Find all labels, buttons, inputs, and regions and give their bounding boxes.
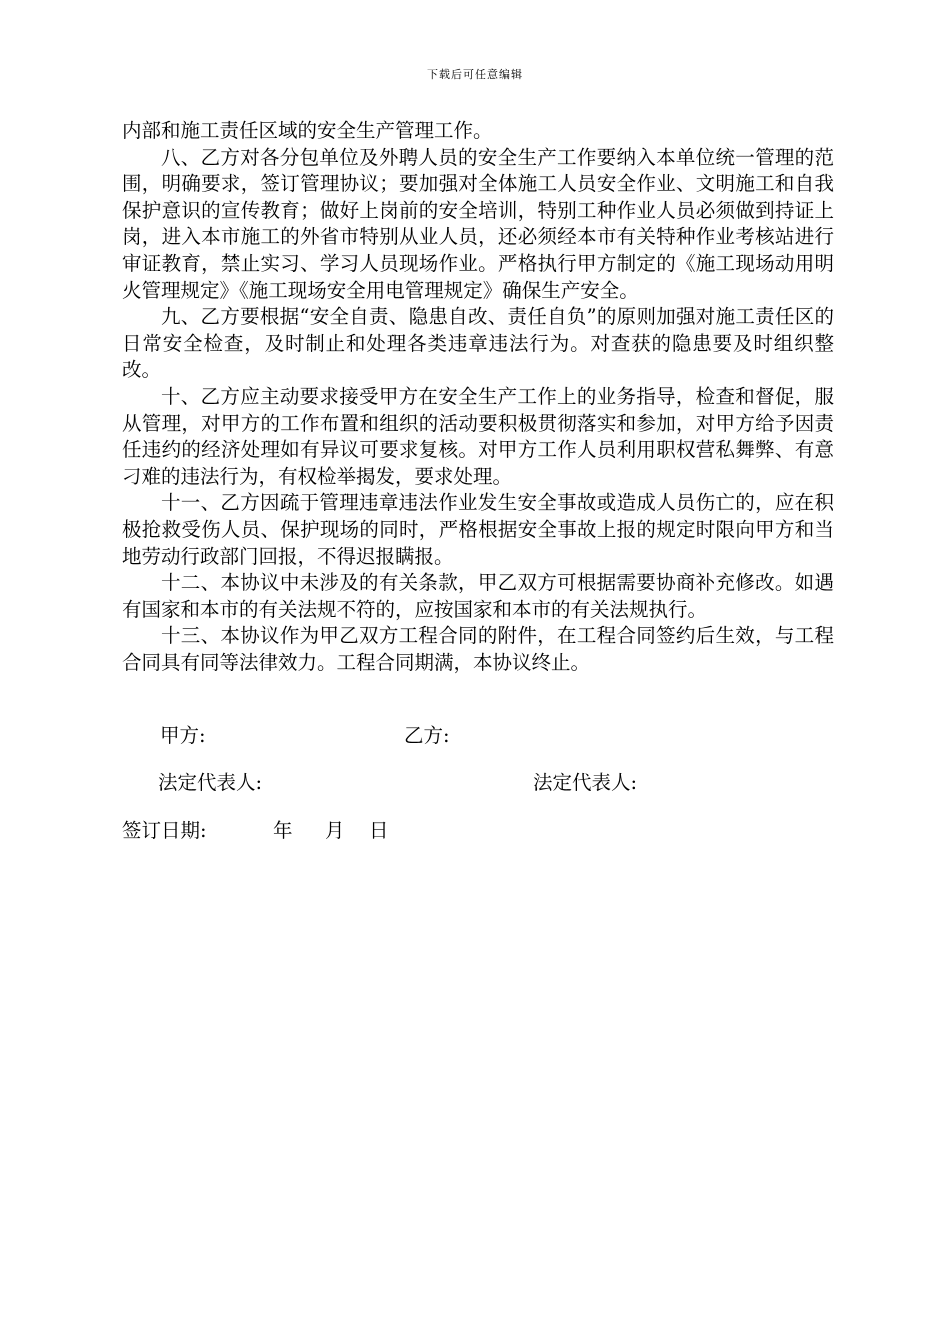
document-body <box>122 118 834 676</box>
legal-rep-a-label: 法定代表人: <box>158 771 263 794</box>
paragraph-clause-12: 十二、本协议中未涉及的有关条款，甲乙双方可根据需要协商补充修改。如遇有国家和本市的有关法规不符的，应按国家和本市的有关法规执行。 <box>122 571 834 621</box>
sign-date-year: 年 <box>273 819 293 842</box>
paragraph-clause-10: 十、乙方应主动要求接受甲方在安全生产工作上的业务指导，检查和督促，服从管理，对甲方的工作布置和组织的活动要积极贯彻落实和参加，对甲方给予因责任违约的经济处理如有异议可要求复核。对甲方工作人员利用职权营私舞弊、有意刁难的违法行为，有权检举揭发，要求处理。 <box>122 384 834 488</box>
paragraph-clause-11: 十一、乙方因疏于管理违章违法作业发生安全事故或造成人员伤亡的，应在积极抢救受伤人员、保护现场的同时，严格根据安全事故上报的规定时限向甲方和当地劳动行政部门回报，不得迟报瞒报。 <box>122 491 834 568</box>
legal-rep-b-label: 法定代表人: <box>533 771 638 794</box>
party-a-label: 甲方: <box>160 724 206 747</box>
paragraph-clause-8: 八、乙方对各分包单位及外聘人员的安全生产工作要纳入本单位统一管理的范围，明确要求，签订管理协议；要加强对全体施工人员安全作业、文明施工和自我保护意识的宣传教育；做好上岗前的安全培训，特别工种作业人员必须做到持证上岗，进入本市施工的外省市特别从业人员，还必须经本市有关特种作业考核站进行审证教育，禁止实习、学习人员现场作业。严格执行甲方制定的《施工现场动用明火管理规定》《施工现场安全用电管理规定》确保生产安全。 <box>122 145 834 302</box>
page-header: 下载后可任意编辑 <box>427 68 523 81</box>
party-b-label: 乙方: <box>404 724 450 747</box>
sign-date-day: 日 <box>369 819 389 842</box>
paragraph-clause-13: 十三、本协议作为甲乙双方工程合同的附件，在工程合同签约后生效，与工程合同具有同等法律效力。工程合同期满，本协议终止。 <box>122 624 834 674</box>
sign-date-label: 签订日期: <box>122 819 207 842</box>
paragraph-clause-9: 九、乙方要根据“安全自责、隐患自改、责任自负”的原则加强对施工责任区的日常安全检查，及时制止和处理各类违章违法行为。对查获的隐患要及时组织整改。 <box>122 305 834 382</box>
sign-date-month: 月 <box>325 819 345 842</box>
paragraph-continuation: 内部和施工责任区域的安全生产管理工作。 <box>122 119 493 142</box>
